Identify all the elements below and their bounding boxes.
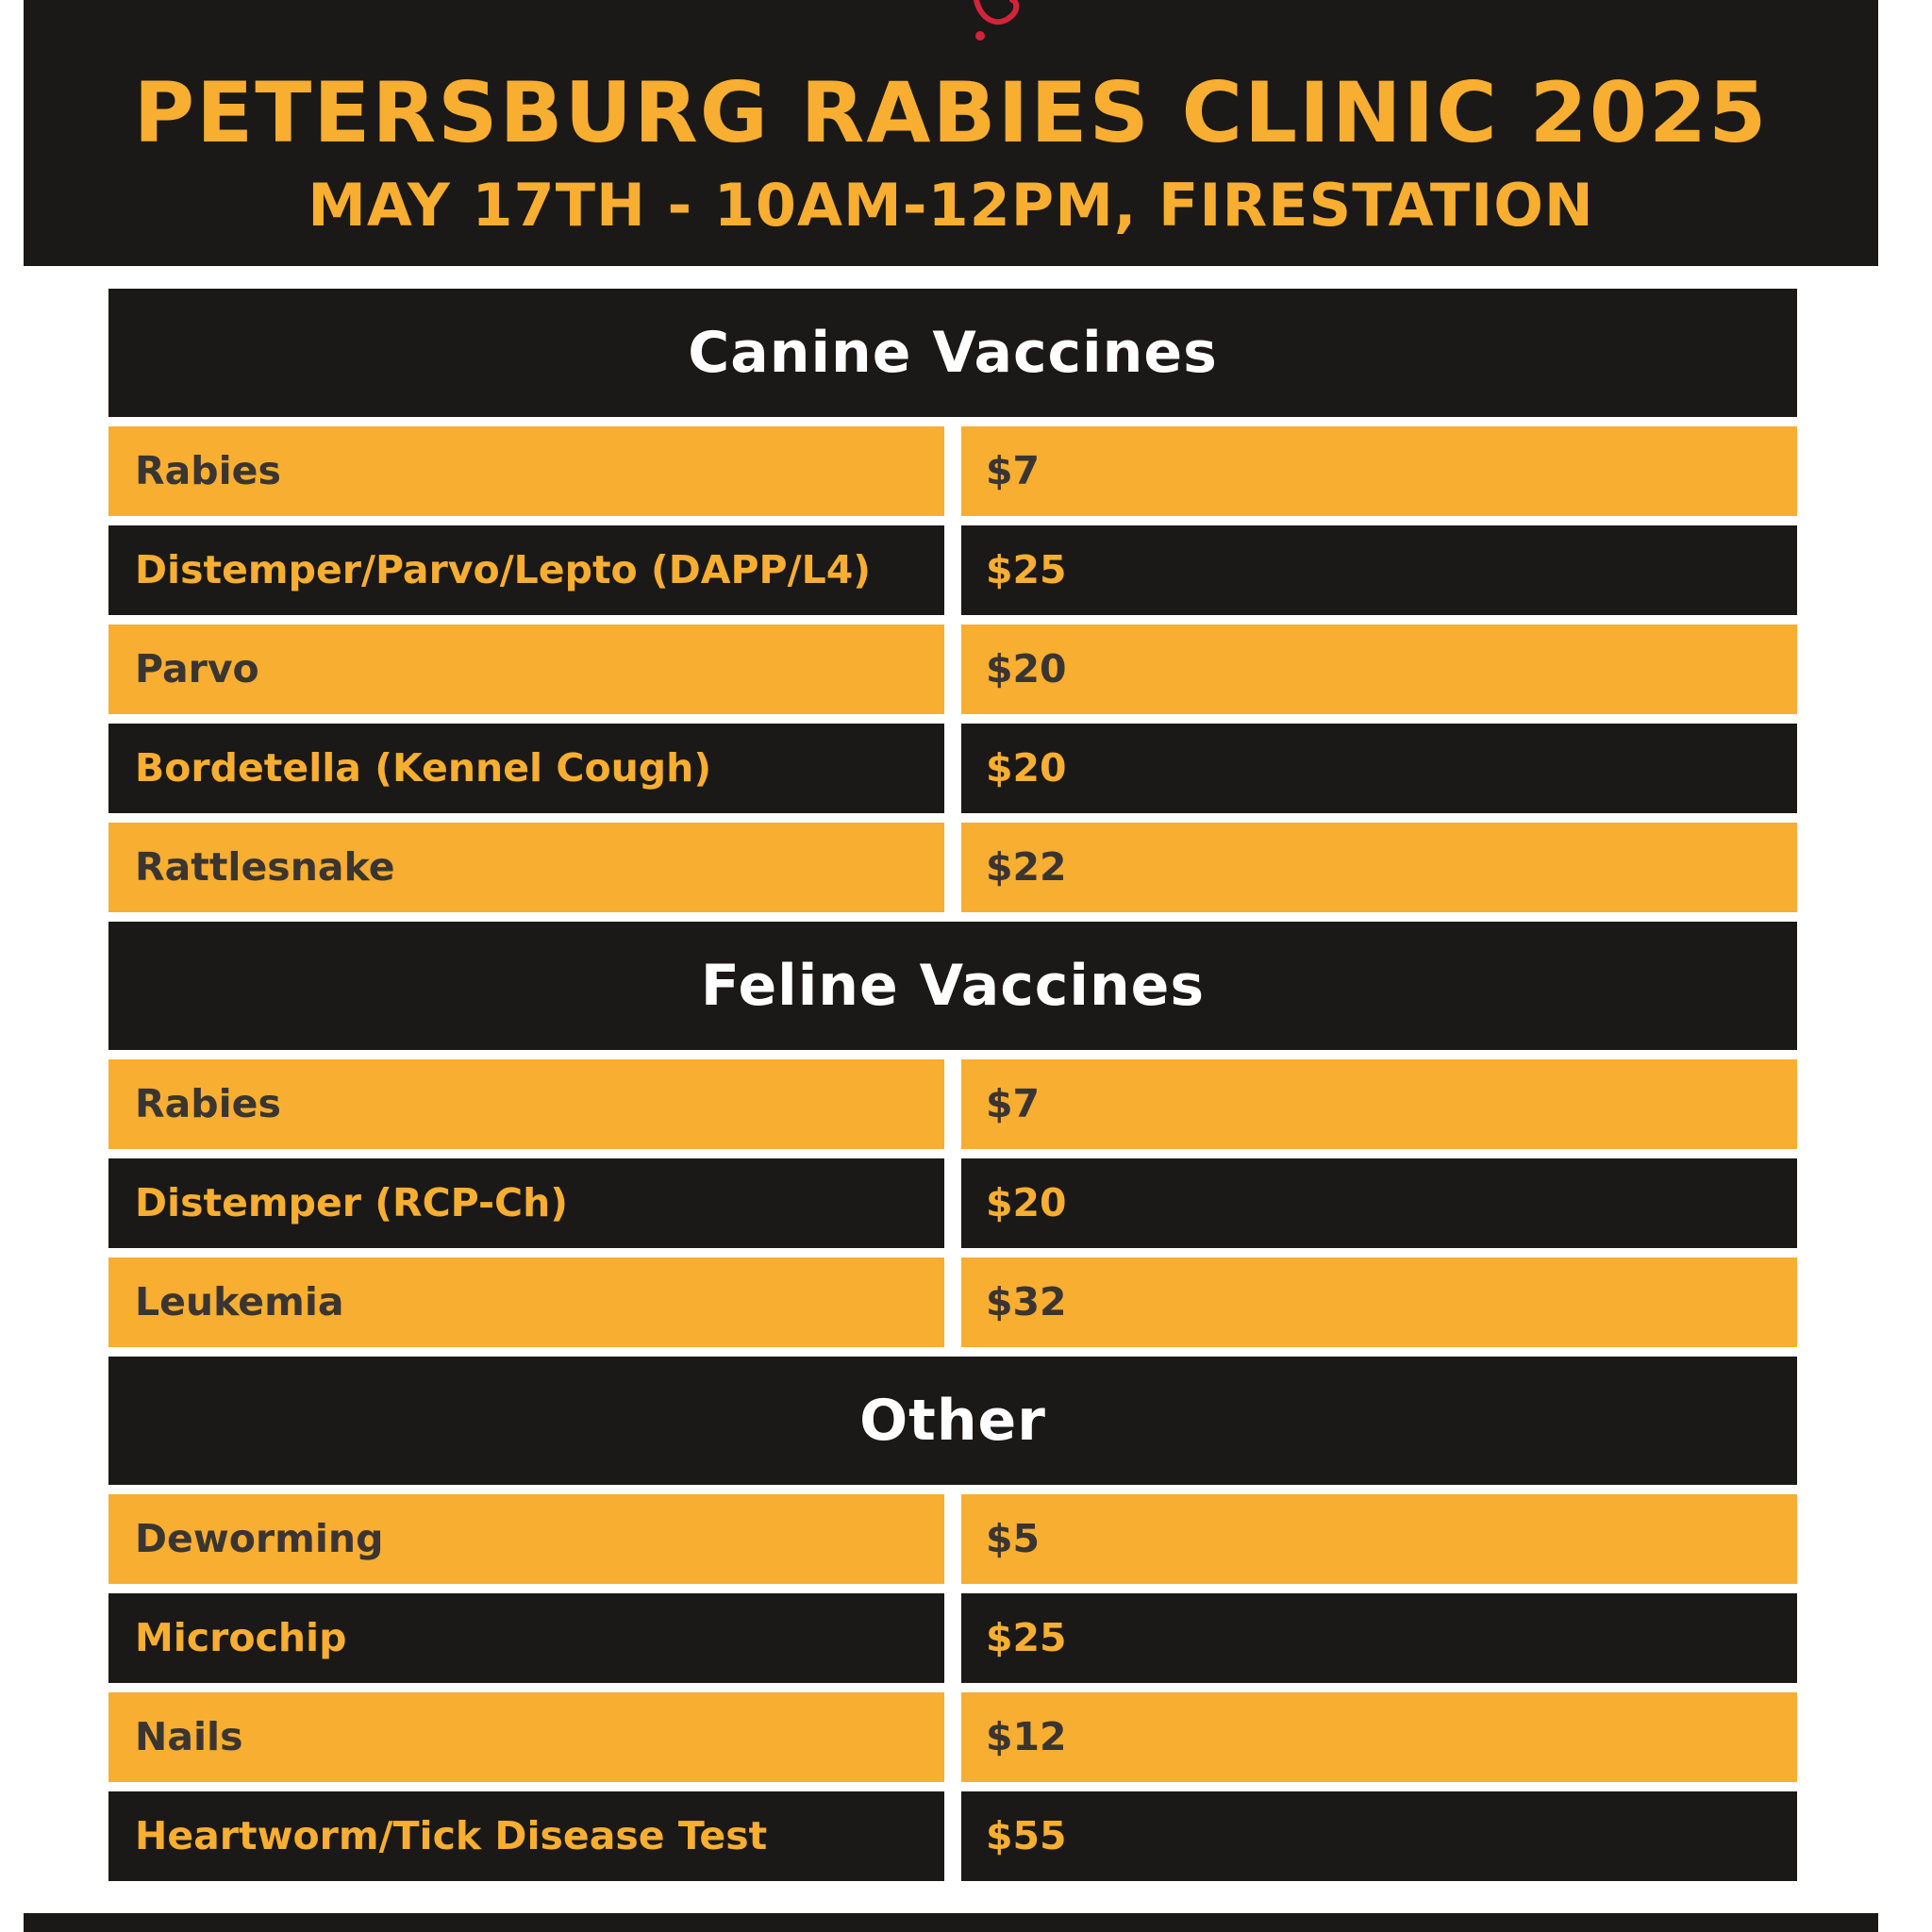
service-price: $20 bbox=[961, 1158, 1797, 1248]
table-row bbox=[108, 1257, 1797, 1347]
service-price: $22 bbox=[961, 823, 1797, 912]
table-row bbox=[108, 1692, 1797, 1782]
service-price: $7 bbox=[961, 1059, 1797, 1149]
service-name: Leukemia bbox=[108, 1257, 944, 1347]
section-header-feline: Feline Vaccines bbox=[108, 922, 1797, 1050]
price-table bbox=[108, 289, 1797, 1890]
table-row bbox=[108, 426, 1797, 516]
service-price: $20 bbox=[961, 724, 1797, 813]
red-logo-fragment-icon bbox=[969, 0, 1035, 45]
service-price: $55 bbox=[961, 1791, 1797, 1881]
service-price: $7 bbox=[961, 426, 1797, 516]
service-name: Bordetella (Kennel Cough) bbox=[108, 724, 944, 813]
page-title: PETERSBURG RABIES CLINIC 2025 bbox=[133, 64, 1769, 161]
service-name: Rabies bbox=[108, 1059, 944, 1149]
service-name: Nails bbox=[108, 1692, 944, 1782]
table-row bbox=[108, 1791, 1797, 1881]
header-banner bbox=[24, 0, 1878, 266]
service-price: $20 bbox=[961, 625, 1797, 714]
table-row bbox=[108, 525, 1797, 615]
service-name: Distemper (RCP-Ch) bbox=[108, 1158, 944, 1248]
table-row bbox=[108, 1593, 1797, 1683]
table-row bbox=[108, 625, 1797, 714]
event-details: MAY 17TH - 10AM-12PM, FIRESTATION bbox=[308, 171, 1594, 240]
service-name: Heartworm/Tick Disease Test bbox=[108, 1791, 944, 1881]
table-row bbox=[108, 1494, 1797, 1584]
service-price: $32 bbox=[961, 1257, 1797, 1347]
table-row bbox=[108, 724, 1797, 813]
service-price: $5 bbox=[961, 1494, 1797, 1584]
service-name: Rabies bbox=[108, 426, 944, 516]
service-name: Microchip bbox=[108, 1593, 944, 1683]
service-price: $25 bbox=[961, 525, 1797, 615]
service-name: Distemper/Parvo/Lepto (DAPP/L4) bbox=[108, 525, 944, 615]
table-row bbox=[108, 823, 1797, 912]
service-name: Deworming bbox=[108, 1494, 944, 1584]
section-header-canine: Canine Vaccines bbox=[108, 289, 1797, 417]
service-name: Rattlesnake bbox=[108, 823, 944, 912]
service-name: Parvo bbox=[108, 625, 944, 714]
section-header-other: Other bbox=[108, 1357, 1797, 1485]
footer-bar bbox=[24, 1913, 1878, 1932]
service-price: $25 bbox=[961, 1593, 1797, 1683]
service-price: $12 bbox=[961, 1692, 1797, 1782]
table-row bbox=[108, 1059, 1797, 1149]
table-row bbox=[108, 1158, 1797, 1248]
